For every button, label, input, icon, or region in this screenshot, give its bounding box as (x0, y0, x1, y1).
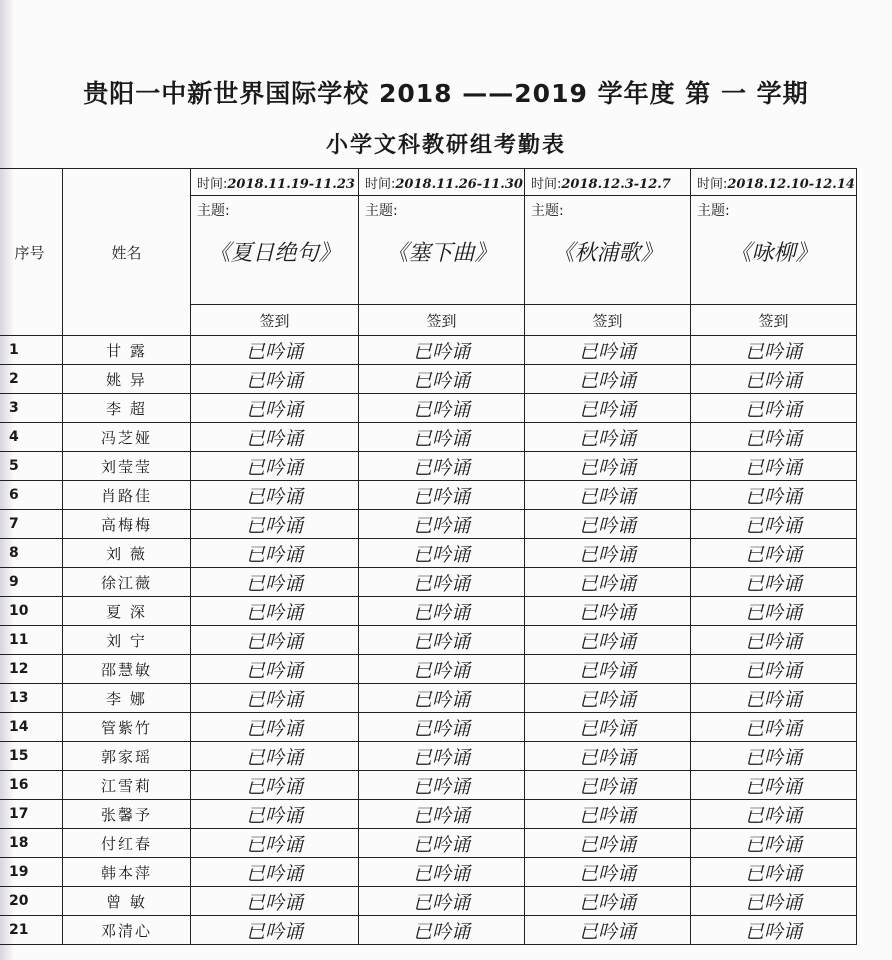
row-number: 12 (0, 655, 63, 684)
document-subtitle: 小学文科教研组考勤表 (325, 133, 566, 158)
table-row (0, 771, 857, 800)
attendance-cell: 已吟诵 (359, 713, 525, 742)
attendance-cell: 已吟诵 (525, 800, 691, 829)
table-row (0, 887, 857, 916)
session-2-topic: 主题: 《塞下曲》 (359, 196, 525, 305)
table-row (0, 597, 857, 626)
row-number: 20 (0, 887, 63, 916)
attendance-cell: 已吟诵 (359, 626, 525, 655)
attendance-cell: 已吟诵 (359, 655, 525, 684)
table-row (0, 684, 857, 713)
attendance-cell: 已吟诵 (191, 510, 359, 539)
teacher-name: 邵慧敏 (63, 655, 191, 684)
row-number: 13 (0, 684, 63, 713)
attendance-cell: 已吟诵 (359, 742, 525, 771)
table-row (0, 800, 857, 829)
session-2-time: 时间:2018.11.26-11.30 (359, 169, 525, 196)
attendance-cell: 已吟诵 (691, 423, 857, 452)
table-row (0, 858, 857, 887)
row-number: 16 (0, 771, 63, 800)
attendance-cell: 已吟诵 (359, 858, 525, 887)
row-number: 14 (0, 713, 63, 742)
teacher-name: 徐江薇 (63, 568, 191, 597)
attendance-cell: 已吟诵 (191, 539, 359, 568)
row-number: 5 (0, 452, 63, 481)
attendance-cell: 已吟诵 (359, 829, 525, 858)
row-number: 10 (0, 597, 63, 626)
attendance-cell: 已吟诵 (359, 394, 525, 423)
attendance-cell: 已吟诵 (691, 858, 857, 887)
attendance-cell: 已吟诵 (691, 481, 857, 510)
row-number: 9 (0, 568, 63, 597)
document-title: 贵阳一中新世界国际学校 2018 ——2019 学年度 第 一 学期 (83, 79, 809, 108)
attendance-cell: 已吟诵 (191, 742, 359, 771)
attendance-cell: 已吟诵 (691, 916, 857, 945)
teacher-name: 邓清心 (63, 916, 191, 945)
session-4-time: 时间:2018.12.10-12.14 (691, 169, 857, 196)
attendance-cell: 已吟诵 (359, 539, 525, 568)
teacher-name: 姚 异 (63, 365, 191, 394)
row-number: 21 (0, 916, 63, 945)
attendance-cell: 已吟诵 (191, 800, 359, 829)
attendance-cell: 已吟诵 (691, 684, 857, 713)
attendance-cell: 已吟诵 (691, 568, 857, 597)
attendance-cell: 已吟诵 (191, 887, 359, 916)
attendance-cell: 已吟诵 (525, 916, 691, 945)
session-time-value: 2018.11.19-11.23 (227, 176, 355, 192)
attendance-cell: 已吟诵 (691, 365, 857, 394)
teacher-name: 甘 露 (63, 336, 191, 365)
attendance-cell: 已吟诵 (691, 510, 857, 539)
attendance-cell: 已吟诵 (191, 829, 359, 858)
row-number: 17 (0, 800, 63, 829)
teacher-name: 韩本萍 (63, 858, 191, 887)
attendance-cell: 已吟诵 (525, 394, 691, 423)
attendance-cell: 已吟诵 (525, 829, 691, 858)
teacher-name: 李 超 (63, 394, 191, 423)
attendance-cell: 已吟诵 (525, 539, 691, 568)
attendance-table (0, 168, 857, 945)
attendance-cell: 已吟诵 (191, 597, 359, 626)
table-row (0, 655, 857, 684)
session-time-value: 2018.11.26-11.30 (395, 176, 523, 192)
attendance-cell: 已吟诵 (191, 771, 359, 800)
attendance-cell: 已吟诵 (525, 510, 691, 539)
row-number: 4 (0, 423, 63, 452)
poem-title: 《夏日绝句》 (208, 241, 341, 266)
row-number: 18 (0, 829, 63, 858)
attendance-cell: 已吟诵 (191, 713, 359, 742)
poem-title: 《咏柳》 (729, 241, 818, 266)
attendance-cell: 已吟诵 (191, 423, 359, 452)
row-number: 19 (0, 858, 63, 887)
attendance-cell: 已吟诵 (691, 336, 857, 365)
attendance-cell: 已吟诵 (359, 423, 525, 452)
table-row (0, 510, 857, 539)
attendance-cell: 已吟诵 (191, 394, 359, 423)
attendance-cell: 已吟诵 (191, 858, 359, 887)
attendance-cell: 已吟诵 (691, 742, 857, 771)
attendance-cell: 已吟诵 (191, 916, 359, 945)
teacher-name: 张馨予 (63, 800, 191, 829)
attendance-cell: 已吟诵 (691, 626, 857, 655)
table-row (0, 539, 857, 568)
attendance-cell: 已吟诵 (691, 655, 857, 684)
row-number: 2 (0, 365, 63, 394)
attendance-cell: 已吟诵 (191, 365, 359, 394)
session-time-value: 2018.12.3-12.7 (561, 176, 671, 192)
attendance-cell: 已吟诵 (359, 365, 525, 394)
teacher-name: 刘 宁 (63, 626, 191, 655)
teacher-name: 付红春 (63, 829, 191, 858)
attendance-cell: 已吟诵 (691, 800, 857, 829)
teacher-name: 管紫竹 (63, 713, 191, 742)
attendance-cell: 已吟诵 (525, 452, 691, 481)
attendance-cell: 已吟诵 (525, 655, 691, 684)
teacher-name: 高梅梅 (63, 510, 191, 539)
attendance-cell: 已吟诵 (191, 481, 359, 510)
attendance-cell: 已吟诵 (191, 655, 359, 684)
attendance-cell: 已吟诵 (359, 684, 525, 713)
attendance-cell: 已吟诵 (359, 481, 525, 510)
row-number: 8 (0, 539, 63, 568)
attendance-cell: 已吟诵 (359, 800, 525, 829)
sign-header: 签到 (191, 305, 359, 336)
attendance-cell: 已吟诵 (525, 626, 691, 655)
teacher-name: 刘 薇 (63, 539, 191, 568)
attendance-cell: 已吟诵 (691, 829, 857, 858)
attendance-cell: 已吟诵 (525, 858, 691, 887)
attendance-cell: 已吟诵 (191, 684, 359, 713)
row-number: 3 (0, 394, 63, 423)
attendance-cell: 已吟诵 (525, 423, 691, 452)
attendance-cell: 已吟诵 (525, 771, 691, 800)
attendance-cell: 已吟诵 (691, 539, 857, 568)
table-row (0, 365, 857, 394)
attendance-cell: 已吟诵 (691, 597, 857, 626)
table-row (0, 423, 857, 452)
attendance-cell: 已吟诵 (191, 626, 359, 655)
attendance-cell: 已吟诵 (525, 336, 691, 365)
table-row (0, 481, 857, 510)
row-number: 7 (0, 510, 63, 539)
header-index: 序号 (0, 169, 63, 336)
row-number: 11 (0, 626, 63, 655)
attendance-cell: 已吟诵 (525, 887, 691, 916)
attendance-cell: 已吟诵 (525, 481, 691, 510)
poem-title: 《秋浦歌》 (552, 241, 663, 266)
attendance-cell: 已吟诵 (359, 568, 525, 597)
teacher-name: 夏 深 (63, 597, 191, 626)
session-1-topic: 主题: 《夏日绝句》 (191, 196, 359, 305)
session-time-value: 2018.12.10-12.14 (727, 176, 855, 192)
attendance-cell: 已吟诵 (691, 394, 857, 423)
attendance-cell: 已吟诵 (525, 742, 691, 771)
session-3-time: 时间:2018.12.3-12.7 (525, 169, 691, 196)
attendance-cell: 已吟诵 (525, 597, 691, 626)
attendance-cell: 已吟诵 (359, 597, 525, 626)
attendance-cell: 已吟诵 (691, 771, 857, 800)
attendance-cell: 已吟诵 (191, 568, 359, 597)
table-row (0, 452, 857, 481)
teacher-name: 肖路佳 (63, 481, 191, 510)
teacher-name: 曾 敏 (63, 887, 191, 916)
poem-title: 《塞下曲》 (386, 241, 497, 266)
table-row (0, 394, 857, 423)
attendance-cell: 已吟诵 (359, 510, 525, 539)
teacher-name: 李 娜 (63, 684, 191, 713)
table-row (0, 916, 857, 945)
table-row (0, 713, 857, 742)
session-1-time: 时间:2018.11.19-11.23 (191, 169, 359, 196)
attendance-cell: 已吟诵 (525, 568, 691, 597)
attendance-cell: 已吟诵 (191, 452, 359, 481)
attendance-cell: 已吟诵 (359, 336, 525, 365)
table-row (0, 626, 857, 655)
attendance-cell: 已吟诵 (691, 713, 857, 742)
attendance-cell: 已吟诵 (691, 452, 857, 481)
table-row (0, 568, 857, 597)
row-number: 1 (0, 336, 63, 365)
teacher-name: 江雪莉 (63, 771, 191, 800)
attendance-cell: 已吟诵 (359, 771, 525, 800)
session-4-topic: 主题: 《咏柳》 (691, 196, 857, 305)
attendance-cell: 已吟诵 (359, 916, 525, 945)
table-row (0, 829, 857, 858)
attendance-cell: 已吟诵 (359, 887, 525, 916)
attendance-cell: 已吟诵 (191, 336, 359, 365)
teacher-name: 冯芝娅 (63, 423, 191, 452)
attendance-cell: 已吟诵 (525, 365, 691, 394)
sign-header: 签到 (359, 305, 525, 336)
session-3-topic: 主题: 《秋浦歌》 (525, 196, 691, 305)
sign-header: 签到 (691, 305, 857, 336)
table-row (0, 336, 857, 365)
attendance-cell: 已吟诵 (359, 452, 525, 481)
attendance-cell: 已吟诵 (525, 684, 691, 713)
table-row (0, 742, 857, 771)
row-number: 15 (0, 742, 63, 771)
attendance-cell: 已吟诵 (525, 713, 691, 742)
attendance-cell: 已吟诵 (691, 887, 857, 916)
sign-header: 签到 (525, 305, 691, 336)
row-number: 6 (0, 481, 63, 510)
header-name: 姓名 (63, 169, 191, 336)
teacher-name: 刘莹莹 (63, 452, 191, 481)
teacher-name: 郭家瑶 (63, 742, 191, 771)
